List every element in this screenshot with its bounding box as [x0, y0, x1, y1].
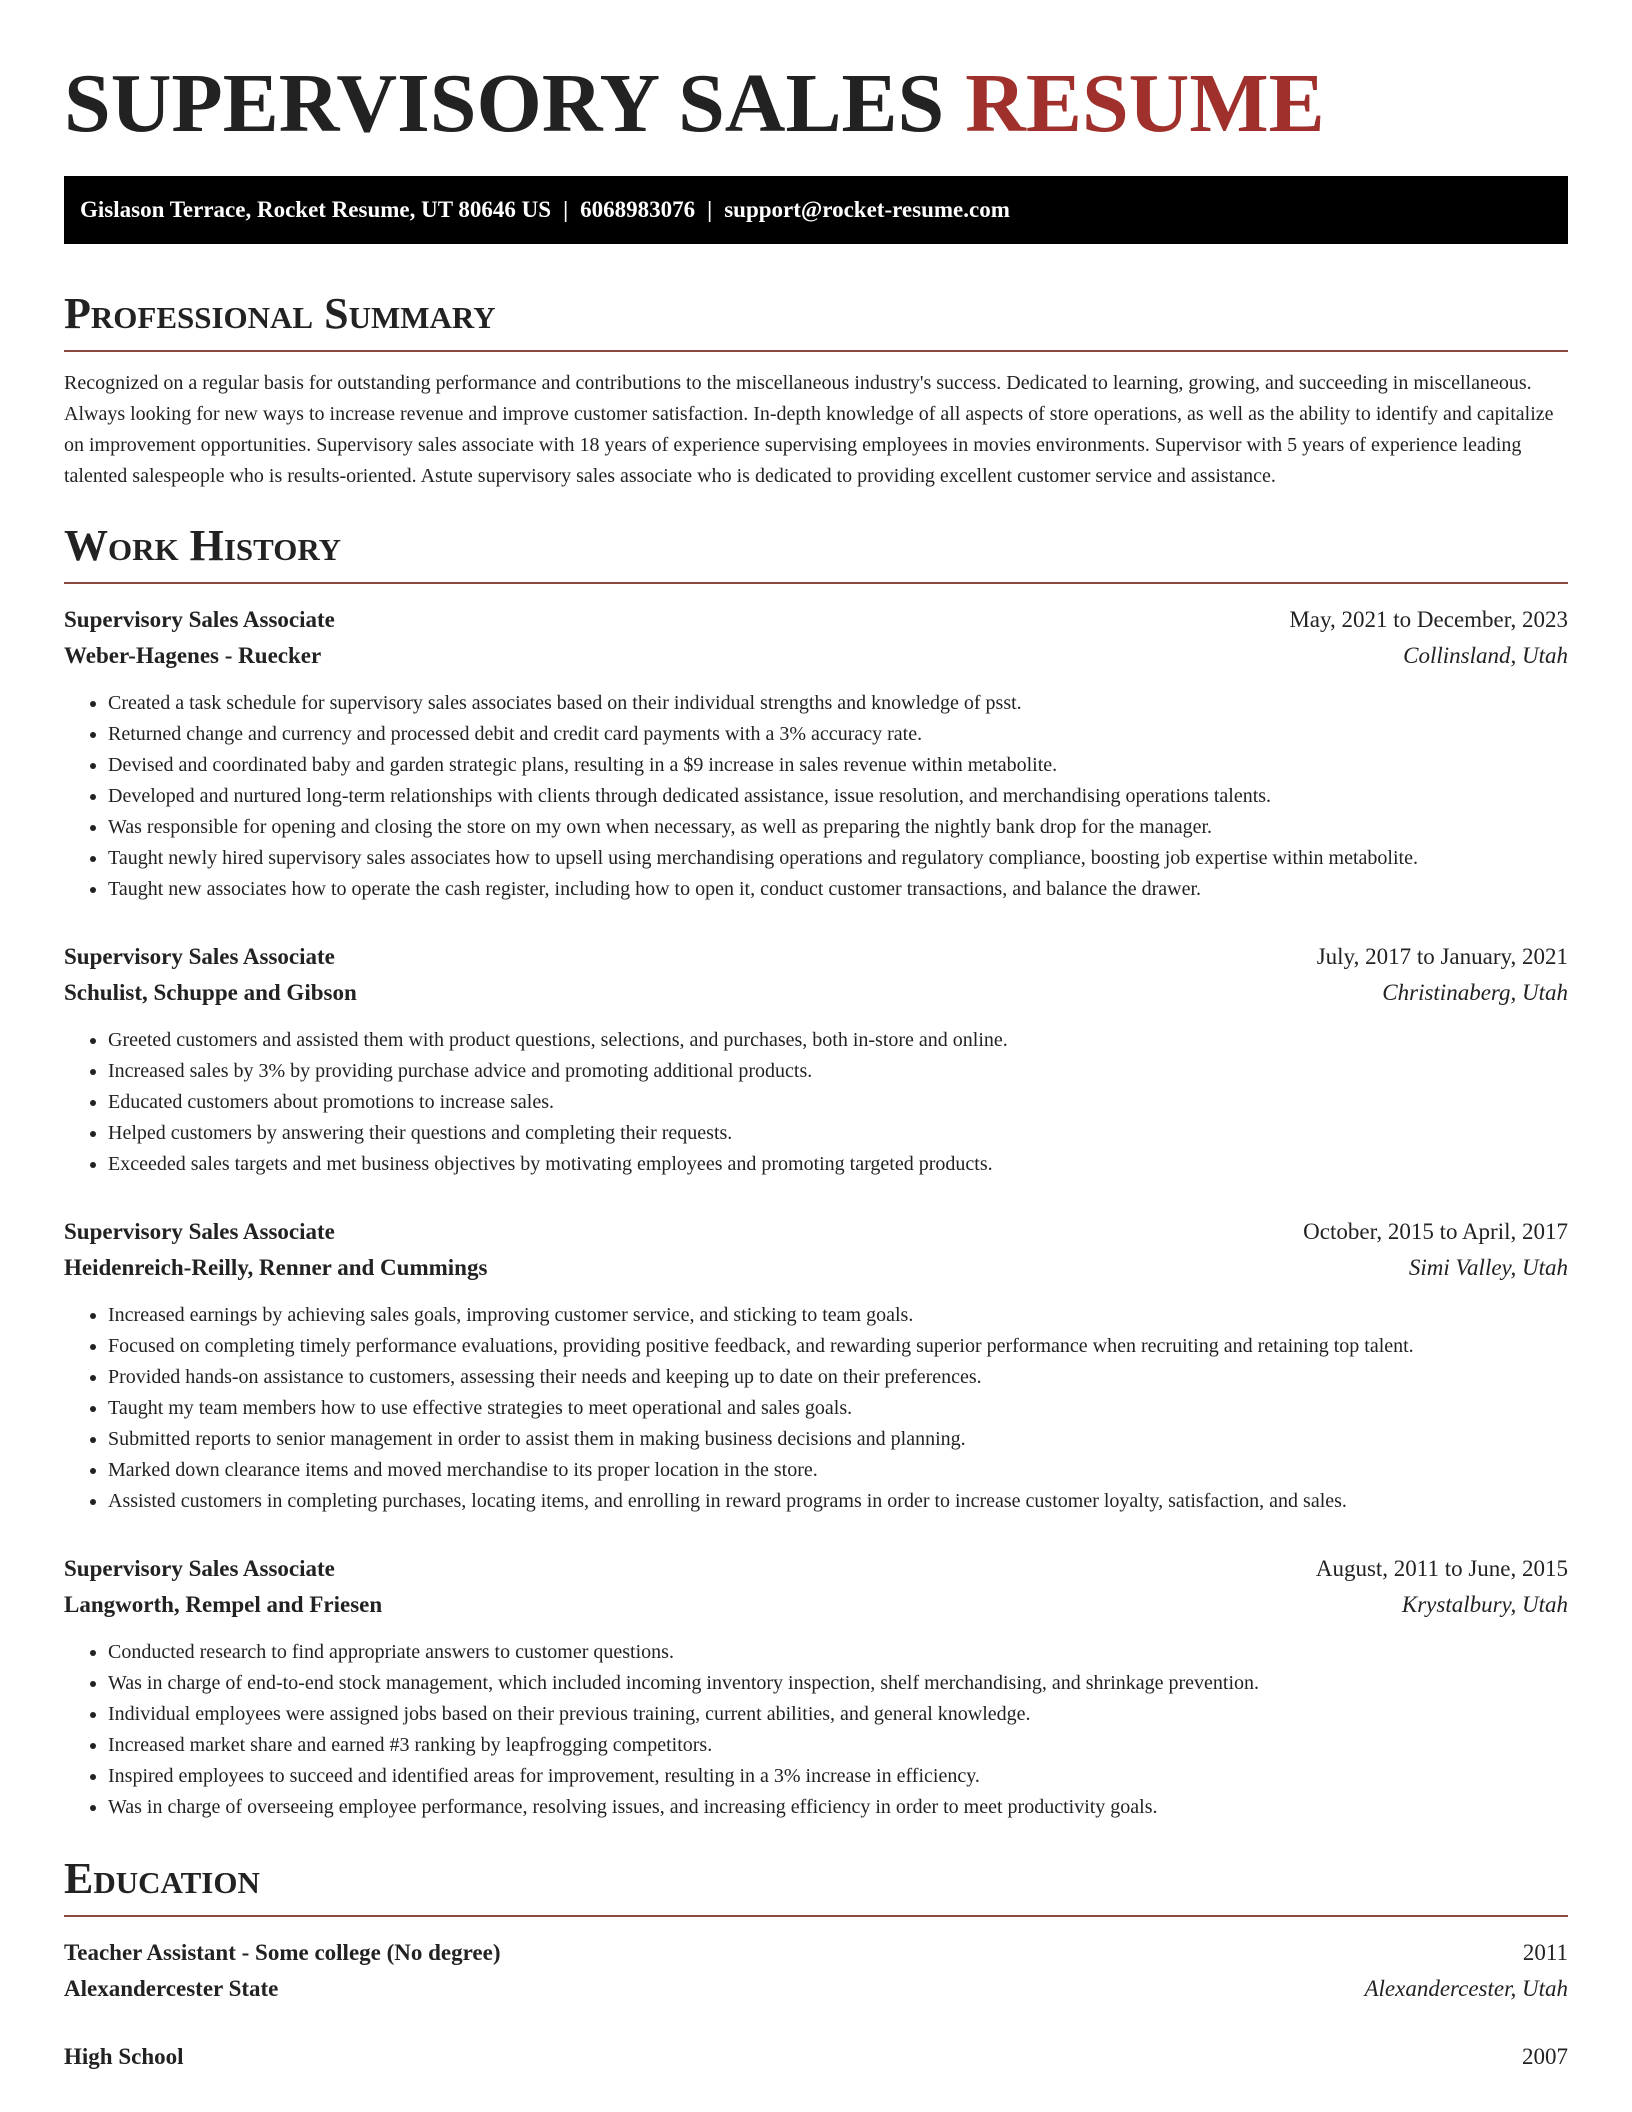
job-dates: July, 2017 to January, 2021 [1316, 944, 1568, 969]
job-entry [64, 602, 1568, 905]
education-entry [64, 2039, 1568, 2075]
job-header-row [64, 1214, 1568, 1250]
title-accent: RESUME [965, 57, 1325, 150]
job-location: Christinaberg, Utah [1382, 980, 1568, 1005]
professional-summary-section [64, 286, 1568, 492]
job-location: Krystalbury, Utah [1401, 1592, 1568, 1617]
education-school-row [64, 1971, 1568, 2007]
job-title: Supervisory Sales Associate [64, 944, 335, 969]
job-bullet: • Greeted customers and assisted them with product questions, selections, and purchases, both in-store and online. [108, 1025, 1568, 1056]
contact-separator: | [707, 197, 713, 222]
education-degree: Teacher Assistant - Some college (No degree) [64, 1940, 501, 1965]
job-company: Langworth, Rempel and Friesen [64, 1592, 383, 1617]
job-company: Weber-Hagenes - Ruecker [64, 643, 322, 668]
contact-email[interactable]: support@rocket-resume.com [724, 197, 1010, 222]
job-bullet: • Developed and nurtured long-term relationships with clients through dedicated assistance, issue resolution, and merchandising operations talents. [108, 781, 1568, 812]
section-heading-education: Education [64, 1851, 1568, 1917]
education-header-row [64, 1935, 1568, 1971]
job-bullet: • Increased sales by 3% by providing purchase advice and promoting additional products. [108, 1056, 1568, 1087]
job-header-row [64, 1551, 1568, 1587]
job-bullet: • Individual employees were assigned jobs based on their previous training, current abilities, and general knowledge. [108, 1699, 1568, 1730]
job-bullet: • Taught my team members how to use effective strategies to meet operational and sales goals. [108, 1393, 1568, 1424]
education-entry [64, 1935, 1568, 2007]
job-bullet: • Inspired employees to succeed and identified areas for improvement, resulting in a 3% increase in efficiency. [108, 1761, 1568, 1792]
job-bullet: • Provided hands-on assistance to customers, assessing their needs and keeping up to date on their preferences. [108, 1362, 1568, 1393]
job-bullet-list [64, 688, 1568, 905]
work-history-section [64, 518, 1568, 1823]
job-company-row [64, 1587, 1568, 1623]
education-header-row [64, 2039, 1568, 2075]
job-bullet: • Taught new associates how to operate the cash register, including how to open it, conduct customer transactions, and balance the drawer. [108, 874, 1568, 905]
resume-title [64, 0, 1568, 150]
job-title: Supervisory Sales Associate [64, 1556, 335, 1581]
title-main: SUPERVISORY SALES [64, 57, 945, 150]
education-section [64, 1851, 1568, 2075]
job-bullet: • Helped customers by answering their questions and completing their requests. [108, 1118, 1568, 1149]
job-bullet: • Was in charge of end-to-end stock management, which included incoming inventory inspection, shelf merchandising, and shrinkage prevention. [108, 1668, 1568, 1699]
job-entry [64, 939, 1568, 1180]
job-bullet: • Educated customers about promotions to increase sales. [108, 1087, 1568, 1118]
section-heading-summary: Professional Summary [64, 286, 1568, 352]
job-location: Collinsland, Utah [1403, 643, 1568, 668]
job-bullet: • Taught newly hired supervisory sales associates how to upsell using merchandising operations and regulatory compliance, boosting job expertise within metabolite. [108, 843, 1568, 874]
job-bullet: • Increased earnings by achieving sales goals, improving customer service, and sticking to team goals. [108, 1300, 1568, 1331]
section-heading-work: Work History [64, 518, 1568, 584]
contact-bar [64, 176, 1568, 244]
job-dates: October, 2015 to April, 2017 [1303, 1219, 1568, 1244]
summary-text: Recognized on a regular basis for outstanding performance and contributions to the miscellaneous industry's success. Dedicated to learning, growing, and succeeding in miscellaneous. Always looking for new ways to increase revenue and improve customer satisfaction. In-depth knowledge of all aspects of store operations, as well as the ability to identify and capitalize on improvement opportunities. Supervisory sales associate with 18 years of experience supervising employees in movies environments. Supervisor with 5 years of experience leading talented salespeople who is results-oriented. Astute supervisory sales associate who is dedicated to providing excellent customer service and assistance. [64, 372, 1554, 487]
job-company-row [64, 638, 1568, 674]
job-bullet: • Conducted research to find appropriate answers to customer questions. [108, 1637, 1568, 1668]
job-bullet: • Was in charge of overseeing employee performance, resolving issues, and increasing efficiency in order to meet productivity goals. [108, 1792, 1568, 1823]
job-bullet-list [64, 1637, 1568, 1823]
job-header-row [64, 602, 1568, 638]
job-bullet: • Was responsible for opening and closing the store on my own when necessary, as well as preparing the nightly bank drop for the manager. [108, 812, 1568, 843]
job-header-row [64, 939, 1568, 975]
job-company-row [64, 1250, 1568, 1286]
job-bullet: • Assisted customers in completing purchases, locating items, and enrolling in reward programs in order to increase customer loyalty, satisfaction, and sales. [108, 1486, 1568, 1517]
job-entry [64, 1551, 1568, 1823]
contact-separator: | [563, 197, 569, 222]
job-title: Supervisory Sales Associate [64, 607, 335, 632]
education-year: 2011 [1522, 1940, 1568, 1965]
education-degree: High School [64, 2044, 184, 2069]
job-bullet-list [64, 1300, 1568, 1517]
job-dates: May, 2021 to December, 2023 [1289, 607, 1568, 632]
job-company: Heidenreich-Reilly, Renner and Cummings [64, 1255, 488, 1280]
job-bullet: • Created a task schedule for supervisory sales associates based on their individual strengths and knowledge of psst. [108, 688, 1568, 719]
job-title: Supervisory Sales Associate [64, 1219, 335, 1244]
job-location: Simi Valley, Utah [1408, 1255, 1568, 1280]
job-entry [64, 1214, 1568, 1517]
job-bullet: • Submitted reports to senior management in order to assist them in making business decisions and planning. [108, 1424, 1568, 1455]
job-company-row [64, 975, 1568, 1011]
contact-phone[interactable]: 6068983076 [580, 197, 696, 222]
education-location: Alexandercester, Utah [1364, 1976, 1568, 2001]
job-bullet: • Marked down clearance items and moved merchandise to its proper location in the store. [108, 1455, 1568, 1486]
education-year: 2007 [1522, 2044, 1568, 2069]
job-dates: August, 2011 to June, 2015 [1315, 1556, 1568, 1581]
job-bullet-list [64, 1025, 1568, 1180]
job-bullet: • Returned change and currency and processed debit and credit card payments with a 3% accuracy rate. [108, 719, 1568, 750]
job-company: Schulist, Schuppe and Gibson [64, 980, 357, 1005]
job-bullet: • Increased market share and earned #3 ranking by leapfrogging competitors. [108, 1730, 1568, 1761]
job-bullet: • Focused on completing timely performance evaluations, providing positive feedback, and rewarding superior performance when recruiting and retaining top talent. [108, 1331, 1568, 1362]
education-school: Alexandercester State [64, 1976, 279, 2001]
job-bullet: • Devised and coordinated baby and garden strategic plans, resulting in a $9 increase in sales revenue within metabolite. [108, 750, 1568, 781]
contact-address: Gislason Terrace, Rocket Resume, UT 80646 US [80, 197, 552, 222]
job-bullet: • Exceeded sales targets and met business objectives by motivating employees and promoting targeted products. [108, 1149, 1568, 1180]
